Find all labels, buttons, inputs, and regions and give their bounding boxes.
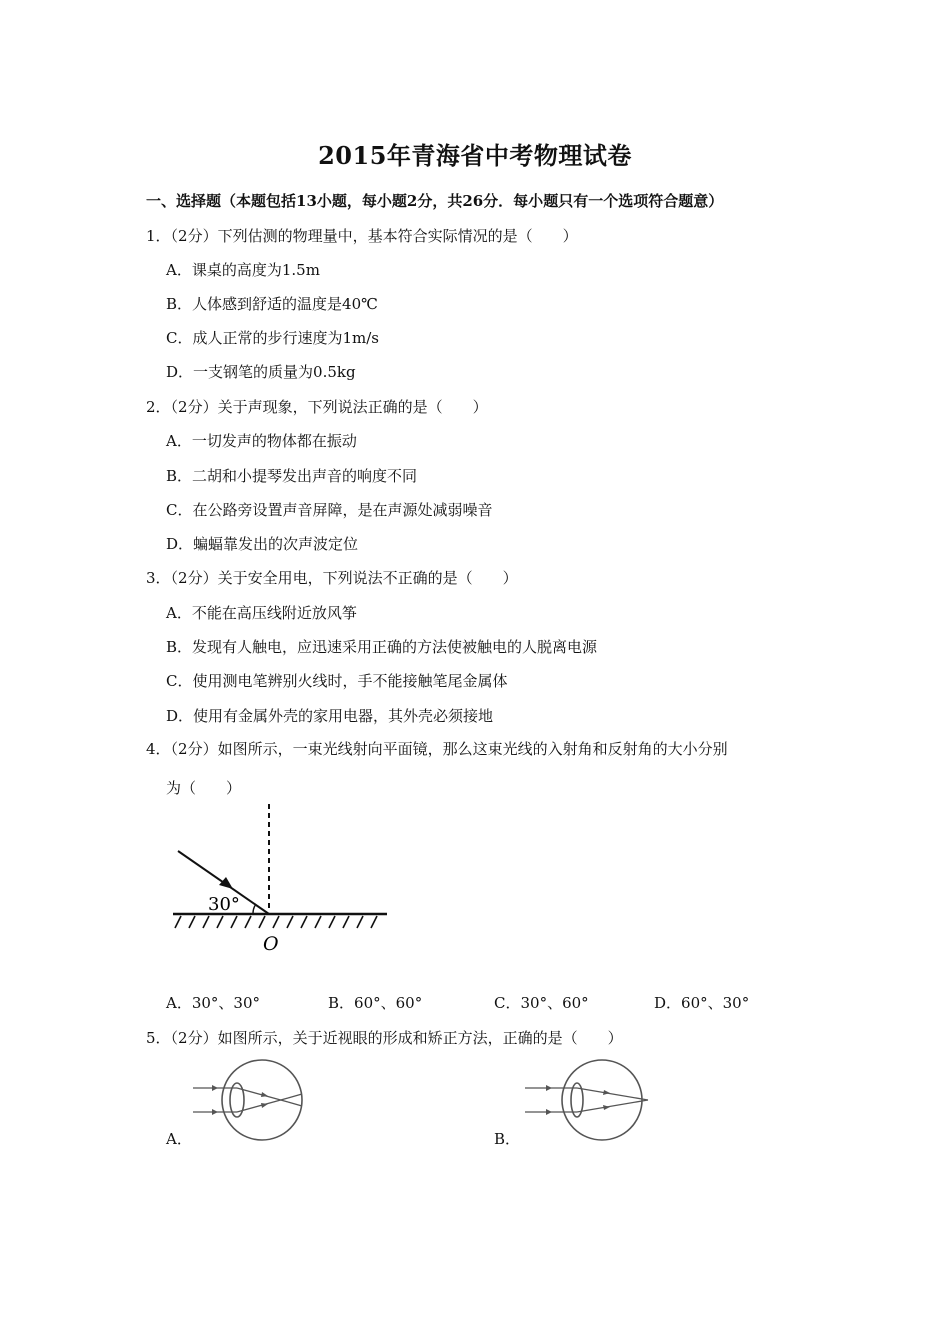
question-4-stem: 4．（2分）如图所示，一束光线射向平面镜，那么这束光线的入射角和反射角的大小分别 — [146, 740, 728, 758]
question-4-option-b: B．60°、60° — [328, 994, 423, 1012]
point-o-label: O — [263, 933, 279, 955]
mirror-hatching — [175, 916, 377, 928]
question-3-option-b: B．发现有人触电，应迅速采用正确的方法使被触电的人脱离电源 — [166, 638, 598, 656]
question-3-stem: 3．（2分）关于安全用电，下列说法不正确的是（ ） — [146, 569, 518, 587]
question-2-option-c: C．在公路旁设置声音屏障，是在声源处减弱噪音 — [166, 501, 493, 519]
question-1-stem: 1．（2分）下列估测的物理量中，基本符合实际情况的是（ ） — [146, 227, 578, 245]
question-4-option-c: C．30°、60° — [494, 994, 589, 1012]
question-2-option-b: B．二胡和小提琴发出声音的响度不同 — [166, 467, 418, 485]
question-2-option-d: D．蝙蝠靠发出的次声波定位 — [166, 535, 359, 553]
question-3-option-a: A．不能在高压线附近放风筝 — [166, 604, 357, 622]
eye-diagram-a — [190, 1058, 315, 1148]
question-2-option-a: A．一切发声的物体都在振动 — [166, 432, 357, 450]
question-4-option-a: A．30°、30° — [166, 994, 261, 1012]
light-rays — [193, 1088, 302, 1112]
section-heading: 一、选择题（本题包括13小题，每小题2分，共26分．每小题只有一个选项符合题意） — [146, 192, 724, 210]
question-5-option-a: A． — [166, 1130, 192, 1148]
question-5-option-b: B． — [494, 1130, 521, 1148]
question-1-option-c: C．成人正常的步行速度为1m/s — [166, 329, 379, 347]
question-5-stem: 5．（2分）如图所示，关于近视眼的形成和矫正方法，正确的是（ ） — [146, 1029, 623, 1047]
angle-label: 30° — [208, 894, 240, 915]
question-1-option-a: A．课桌的高度为1.5m — [166, 261, 320, 279]
question-1-option-b: B．人体感到舒适的温度是40℃ — [166, 295, 378, 313]
ray-arrowhead-icon — [219, 877, 233, 889]
question-2-stem: 2．（2分）关于声现象，下列说法正确的是（ ） — [146, 398, 488, 416]
mirror-reflection-figure — [165, 800, 395, 960]
question-4-option-d: D．60°、30° — [654, 994, 750, 1012]
question-4-stem-continued: 为（ ） — [166, 779, 242, 797]
page-title: 2015年青海省中考物理试卷 — [318, 141, 632, 170]
light-rays — [525, 1088, 648, 1112]
eye-diagram-b — [522, 1058, 657, 1148]
question-1-option-d: D．一支钢笔的质量为0.5kg — [166, 363, 356, 381]
angle-arc — [253, 904, 256, 914]
question-3-option-c: C．使用测电笔辨别火线时，手不能接触笔尾金属体 — [166, 672, 508, 690]
question-3-option-d: D．使用有金属外壳的家用电器，其外壳必须接地 — [166, 707, 494, 725]
